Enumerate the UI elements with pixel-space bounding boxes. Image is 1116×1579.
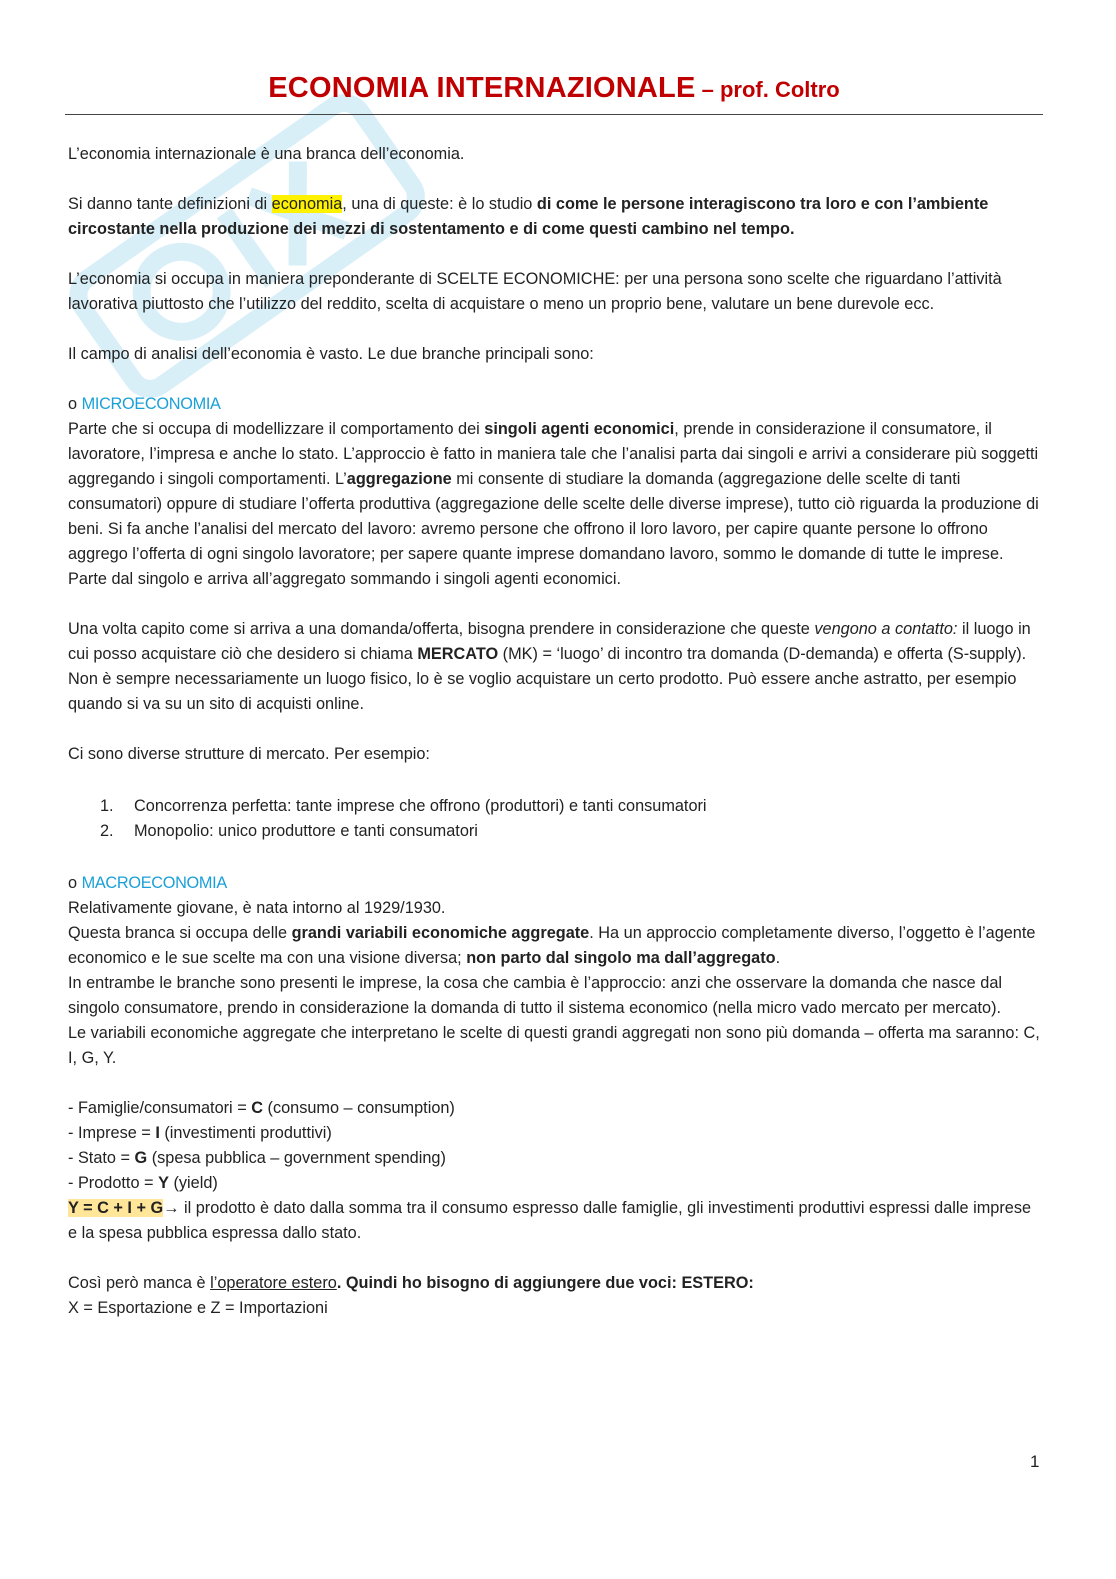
paragraph-scelte: L’economia si occupa in maniera preponderante di SCELTE ECONOMICHE: per una persona sono scelte che riguardano l’attività lavorativa piuttosto che l’utilizzo del reddito, scelta di acquistare o meno un proprio bene, valutare un bene durevole ecc. (68, 270, 1002, 313)
bullet-marker: o (68, 395, 82, 413)
paragraph-definition: Si danno tante definizioni di economia, una di queste: è lo studio di come le persone interagiscono tra loro e con l’ambiente circostante nella produzione dei mezzi di sostentamento e di come questi cambino nel tempo. (68, 195, 989, 238)
paragraph-branche: Il campo di analisi dell’economia è vasto. Le due branche principali sono: (68, 345, 594, 363)
market-structures-list (68, 794, 1043, 844)
list-item: 2. Monopolio: unico produttore e tanti consumatori (100, 822, 478, 840)
bullet-marker: o (68, 874, 82, 892)
paragraph-mercato-astratto: Non è sempre necessariamente un luogo fisico, lo è se voglio acquistare un certo prodotto. Può essere anche astratto, per esempio quando si va su un sito di acquisti online. (68, 670, 1017, 713)
variable-line: - Famiglie/consumatori = C (consumo – consumption) (68, 1099, 455, 1117)
title-divider (65, 114, 1043, 115)
paragraph-formula: Y = C + I + G→ il prodotto è dato dalla somma tra il consumo espresso dalle famiglie, gli investimenti produttivi espressi dalle imprese e la spesa pubblica espressa dallo stato. (68, 1199, 1032, 1242)
macro-heading: o MACROECONOMIA (68, 874, 227, 892)
variable-line: - Prodotto = Y (yield) (68, 1174, 218, 1192)
micro-heading: o MICROECONOMIA (68, 395, 221, 413)
highlight-economia: economia (271, 195, 343, 213)
paragraph-estero: Così però manca è l’operatore estero. Quindi ho bisogno di aggiungere due voci: ESTERO: (68, 1274, 754, 1292)
variable-line: - Imprese = I (investimenti produttivi) (68, 1124, 332, 1142)
paragraph-micro-summary: Parte dal singolo e arriva all’aggregato sommando i singoli agenti economici. (68, 570, 621, 588)
page-number: 1 (1030, 1452, 1040, 1471)
arrow-icon: → (163, 1199, 180, 1217)
title-main: ECONOMIA INTERNAZIONALE (268, 72, 696, 104)
page-title (65, 72, 1043, 105)
paragraph-macro-imprese: In entrambe le branche sono presenti le imprese, la cosa che cambia è l’approccio: anzi che osservare la domanda che nasce dal singolo consumatore, prendo in considerazione la domanda di tutto il sistema economico (nella micro vado mercato per mercato). (68, 974, 1002, 1017)
paragraph-macro-approach: Questa branca si occupa delle grandi variabili economiche aggregate. Ha un approccio completamente diverso, l’oggetto è l’agente economico e le sue scelte ma con una visione diversa; non parto dal singolo ma dall’aggregato. (68, 924, 1036, 967)
paragraph-macro-intro: Relativamente giovane, è nata intorno al 1929/1930. (68, 899, 446, 917)
paragraph-micro: Parte che si occupa di modellizzare il comportamento dei singoli agenti economici, prende in considerazione il consumatore, il lavoratore, l’impresa e anche lo stato. L’approccio è fatto in maniera tale che l’analisi parta dai singoli e arrivi a considerare più soggetti aggregando i singoli comportamenti. L’aggregazione mi consente di studiare la domanda (aggregazione delle scelte di tanti consumatori) oppure di studiare l’offerta produttiva (aggregazione delle scelte delle diverse imprese), tutto ciò riguarda la produzione di beni. Si fa anche l’analisi del mercato del lavoro: avremo persone che offrono il loro lavoro, per capire quante persone lo offrono aggrego l’offerta di ogni singolo lavoratore; per sapere quante imprese domandano lavoro, sommo le domande di tutte le imprese. (68, 420, 1039, 563)
paragraph-esportazioni: X = Esportazione e Z = Importazioni (68, 1299, 328, 1317)
paragraph-macro-variabili: Le variabili economiche aggregate che interpretano le scelte di questi grandi aggregati non sono più domanda – offerta ma saranno: C, I, G, Y. (68, 1024, 1040, 1067)
variable-line: - Stato = G (spesa pubblica – government spending) (68, 1149, 446, 1167)
paragraph-mercato: Una volta capito come si arriva a una domanda/offerta, bisogna prendere in considerazione che queste vengono a contatto: il luogo in cui posso acquistare ciò che desidero si chiama MERCATO (MK) = ‘luogo’ di incontro tra domanda (D-demanda) e offerta (S-supply). (68, 620, 1031, 663)
title-subtitle: – prof. Coltro (695, 77, 840, 102)
paragraph-intro: L’economia internazionale è una branca dell’economia. (68, 145, 465, 163)
list-item: 1. Concorrenza perfetta: tante imprese che offrono (produttori) e tanti consumatori (100, 797, 707, 815)
formula-highlight: Y = C + I + G (68, 1199, 164, 1217)
document-body (68, 142, 1043, 1321)
paragraph-strutture: Ci sono diverse strutture di mercato. Per esempio: (68, 745, 430, 763)
